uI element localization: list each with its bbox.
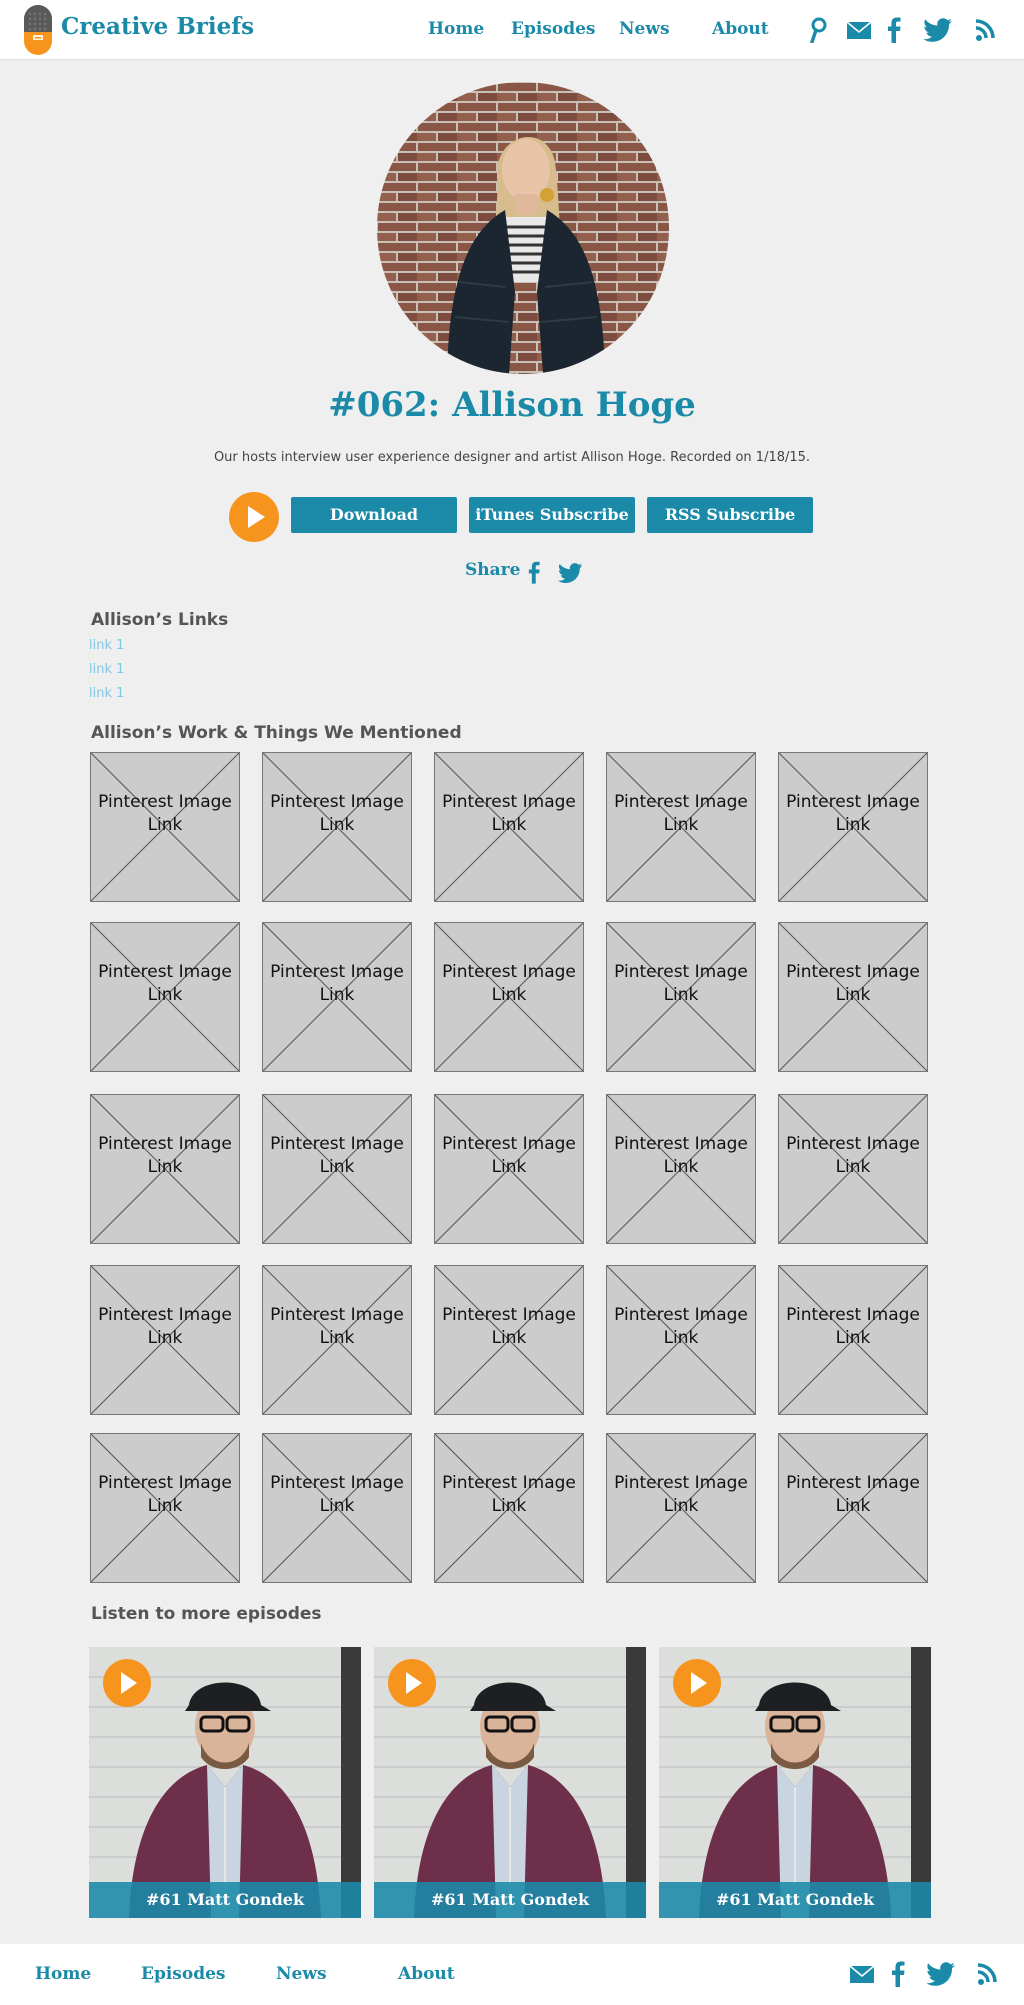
pinterest-image-label: Pinterest Image Link bbox=[442, 1473, 576, 1516]
pinterest-image-label: Pinterest Image Link bbox=[270, 962, 404, 1005]
guest-photo bbox=[377, 82, 669, 374]
site-footer bbox=[0, 1944, 1024, 2005]
pinterest-image-link[interactable] bbox=[434, 1094, 584, 1244]
pinterest-image-label: Pinterest Image Link bbox=[442, 792, 576, 835]
pinterest-image-link[interactable] bbox=[606, 1265, 756, 1415]
search-icon[interactable] bbox=[808, 17, 828, 43]
footer-nav-news[interactable]: News bbox=[276, 1964, 327, 1984]
pinterest-image-link[interactable] bbox=[90, 1265, 240, 1415]
rss-icon[interactable] bbox=[975, 17, 997, 43]
share-label: Share bbox=[465, 560, 521, 580]
footer-rss-icon[interactable] bbox=[977, 1961, 999, 1987]
share-twitter-icon[interactable] bbox=[556, 562, 585, 584]
episode-description: Our hosts interview user experience designer and artist Allison Hoge. Recorded on 1/18/15. bbox=[213, 450, 811, 465]
pinterest-image-label: Pinterest Image Link bbox=[270, 1134, 404, 1177]
mentions-heading: Allison’s Work & Things We Mentioned bbox=[91, 723, 462, 743]
rss-subscribe-button[interactable]: RSS Subscribe bbox=[647, 497, 813, 533]
footer-nav-episodes[interactable]: Episodes bbox=[141, 1964, 226, 1984]
pinterest-image-label: Pinterest Image Link bbox=[614, 1473, 748, 1516]
pinterest-image-label: Pinterest Image Link bbox=[786, 962, 920, 1005]
guest-link[interactable]: link 1 bbox=[89, 638, 125, 653]
pinterest-image-label: Pinterest Image Link bbox=[614, 1134, 748, 1177]
pinterest-image-link[interactable] bbox=[778, 1433, 928, 1583]
pinterest-image-link[interactable] bbox=[262, 752, 412, 902]
pinterest-image-link[interactable] bbox=[778, 1265, 928, 1415]
footer-nav-about[interactable]: About bbox=[398, 1964, 455, 1984]
pinterest-image-label: Pinterest Image Link bbox=[98, 1134, 232, 1177]
pinterest-image-label: Pinterest Image Link bbox=[786, 792, 920, 835]
guest-link[interactable]: link 1 bbox=[89, 686, 125, 701]
pinterest-image-label: Pinterest Image Link bbox=[786, 1134, 920, 1177]
episode-card[interactable] bbox=[659, 1647, 931, 1918]
microphone-logo-icon[interactable] bbox=[23, 4, 53, 56]
share-facebook-icon[interactable] bbox=[528, 561, 540, 584]
pinterest-image-link[interactable] bbox=[90, 1094, 240, 1244]
pinterest-image-label: Pinterest Image Link bbox=[98, 792, 232, 835]
guest-link[interactable]: link 1 bbox=[89, 662, 125, 677]
pinterest-image-label: Pinterest Image Link bbox=[614, 1305, 748, 1348]
pinterest-image-link[interactable] bbox=[434, 1433, 584, 1583]
pinterest-image-label: Pinterest Image Link bbox=[442, 1134, 576, 1177]
pinterest-image-link[interactable] bbox=[606, 922, 756, 1072]
pinterest-image-label: Pinterest Image Link bbox=[442, 1305, 576, 1348]
site-logo-text[interactable]: Creative Briefs bbox=[61, 13, 255, 40]
pinterest-image-link[interactable] bbox=[778, 922, 928, 1072]
footer-nav-home[interactable]: Home bbox=[35, 1964, 92, 1984]
nav-news[interactable]: News bbox=[619, 19, 670, 39]
play-button[interactable] bbox=[229, 492, 279, 542]
episode-play-button[interactable] bbox=[388, 1659, 436, 1707]
pinterest-image-link[interactable] bbox=[262, 1094, 412, 1244]
download-button[interactable]: Download bbox=[291, 497, 457, 533]
pinterest-image-link[interactable] bbox=[262, 1433, 412, 1583]
pinterest-image-link[interactable] bbox=[606, 752, 756, 902]
footer-twitter-icon[interactable] bbox=[926, 1961, 956, 1987]
pinterest-image-label: Pinterest Image Link bbox=[270, 1305, 404, 1348]
footer-facebook-icon[interactable] bbox=[891, 1961, 905, 1987]
twitter-icon[interactable] bbox=[923, 17, 953, 43]
more-episodes-heading: Listen to more episodes bbox=[91, 1604, 322, 1624]
pinterest-image-link[interactable] bbox=[606, 1094, 756, 1244]
pinterest-image-link[interactable] bbox=[778, 1094, 928, 1244]
episode-title: #062: Allison Hoge bbox=[328, 385, 696, 425]
pinterest-image-link[interactable] bbox=[90, 922, 240, 1072]
episode-caption: #61 Matt Gondek bbox=[659, 1882, 931, 1918]
pinterest-image-link[interactable] bbox=[606, 1433, 756, 1583]
pinterest-image-label: Pinterest Image Link bbox=[614, 962, 748, 1005]
pinterest-image-label: Pinterest Image Link bbox=[786, 1473, 920, 1516]
episode-play-button[interactable] bbox=[103, 1659, 151, 1707]
pinterest-image-label: Pinterest Image Link bbox=[98, 1473, 232, 1516]
pinterest-image-link[interactable] bbox=[434, 1265, 584, 1415]
nav-home[interactable]: Home bbox=[428, 19, 485, 39]
pinterest-image-link[interactable] bbox=[262, 1265, 412, 1415]
pinterest-image-link[interactable] bbox=[90, 1433, 240, 1583]
pinterest-image-label: Pinterest Image Link bbox=[442, 962, 576, 1005]
email-icon[interactable] bbox=[846, 17, 872, 43]
footer-email-icon[interactable] bbox=[849, 1961, 875, 1987]
facebook-icon[interactable] bbox=[887, 17, 901, 43]
pinterest-image-label: Pinterest Image Link bbox=[98, 962, 232, 1005]
pinterest-image-label: Pinterest Image Link bbox=[270, 1473, 404, 1516]
pinterest-image-label: Pinterest Image Link bbox=[98, 1305, 232, 1348]
pinterest-image-link[interactable] bbox=[434, 752, 584, 902]
pinterest-image-label: Pinterest Image Link bbox=[614, 792, 748, 835]
nav-episodes[interactable]: Episodes bbox=[511, 19, 596, 39]
pinterest-image-link[interactable] bbox=[262, 922, 412, 1072]
pinterest-image-link[interactable] bbox=[778, 752, 928, 902]
pinterest-image-link[interactable] bbox=[434, 922, 584, 1072]
episode-card[interactable] bbox=[374, 1647, 646, 1918]
episode-play-button[interactable] bbox=[673, 1659, 721, 1707]
site-header bbox=[0, 0, 1024, 59]
pinterest-image-label: Pinterest Image Link bbox=[786, 1305, 920, 1348]
episode-caption: #61 Matt Gondek bbox=[374, 1882, 646, 1918]
episode-card[interactable] bbox=[89, 1647, 361, 1918]
itunes-subscribe-button[interactable]: iTunes Subscribe bbox=[469, 497, 635, 533]
pinterest-image-link[interactable] bbox=[90, 752, 240, 902]
episode-caption: #61 Matt Gondek bbox=[89, 1882, 361, 1918]
nav-about[interactable]: About bbox=[712, 19, 769, 39]
links-heading: Allison’s Links bbox=[91, 610, 229, 630]
pinterest-image-label: Pinterest Image Link bbox=[270, 792, 404, 835]
